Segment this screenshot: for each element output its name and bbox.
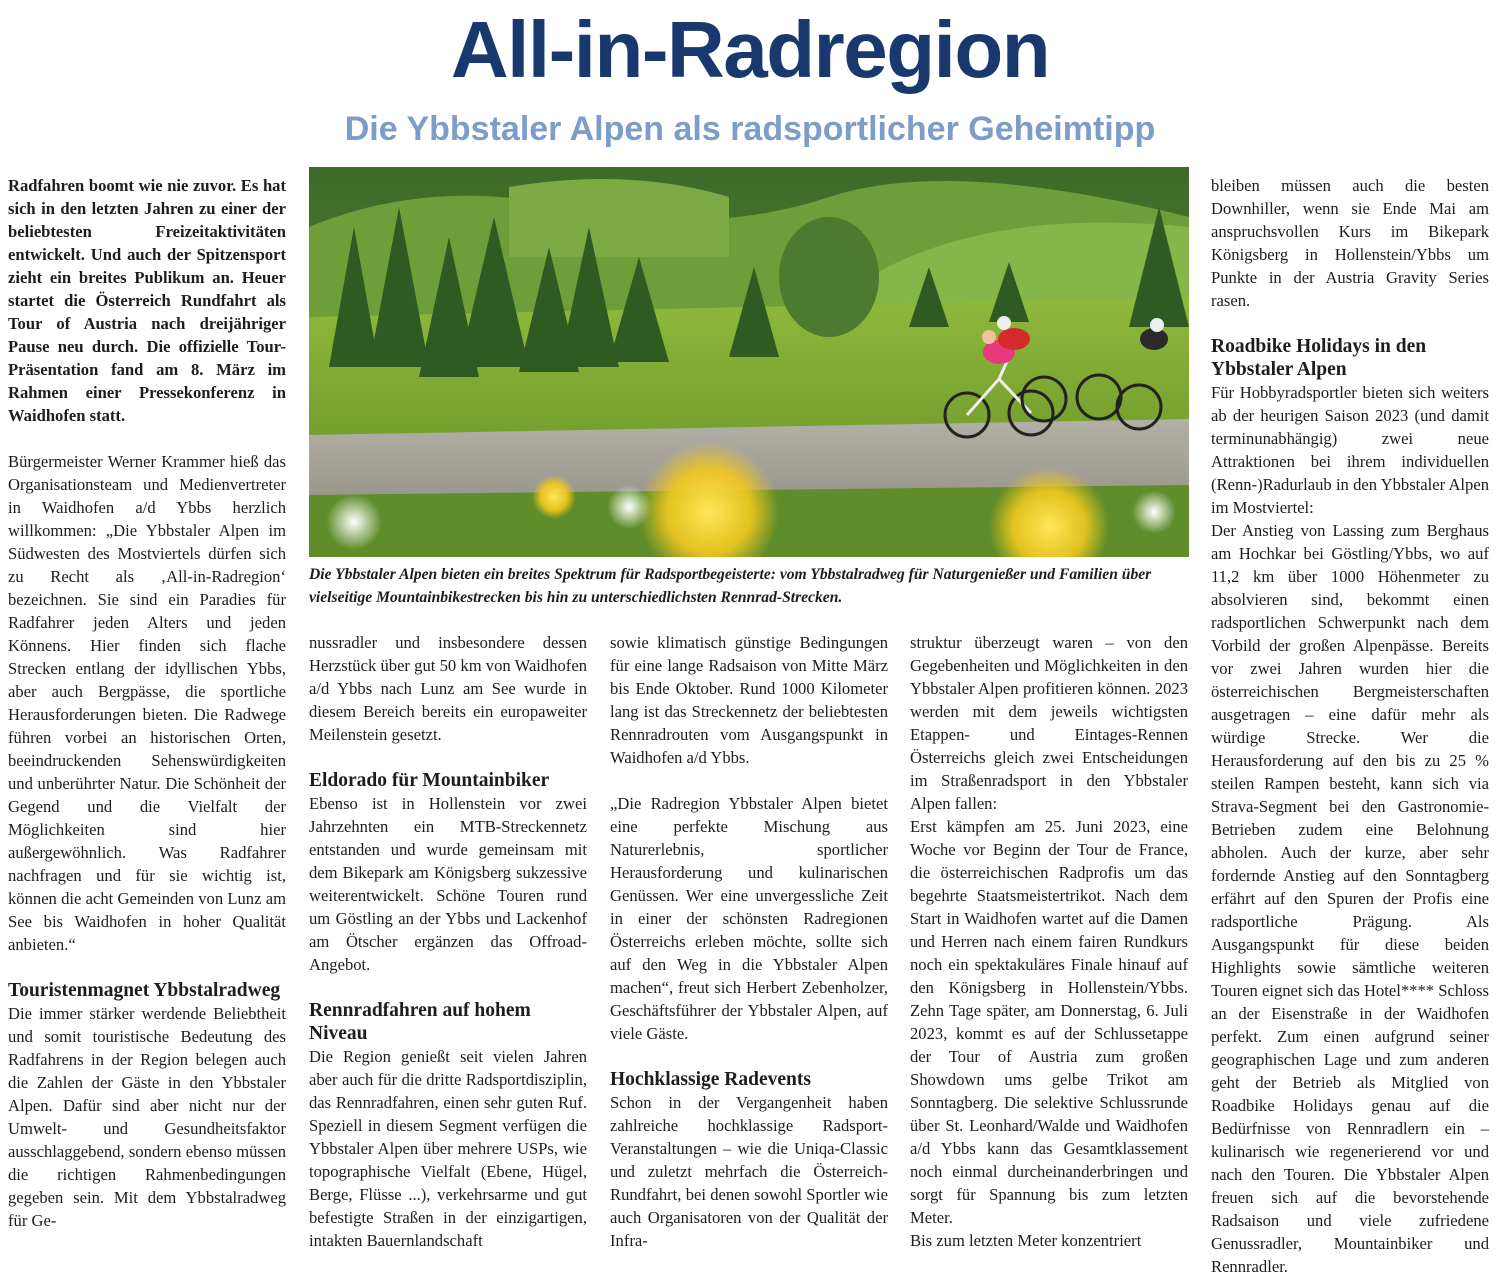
touristen-paragraph-1: Die immer stärker werdende Beliebtheit und somit touristische Bedeutung des Radfahrens in der Region belegen auch die Zahlen der Gäste in den Ybbstaler Alpen. Dafür sind aber nicht nur der Umwelt- und Gesundheitsfaktor ausschlaggebend, sondern ebenso müssen die richtigen Rahmenbedingungen gegeben sein. Mit dem Ybbstalradweg für Ge- (8, 1004, 286, 1230)
heading-rennradfahren: Rennradfahren auf hohem Niveau (309, 1000, 531, 1044)
events-paragraph-4: Bis zum letzten Meter konzentriert (910, 1231, 1142, 1250)
column-4 (910, 631, 1188, 1252)
column-3 (610, 631, 888, 1252)
roadbike-paragraph-2: Der Anstieg von Lassing zum Berghaus am Hochkar bei Göstling/Ybbs, wo auf 11,2 km über 1000 Höhenmeter zu absolvieren sind, bekommt einen radsportlichen Schwerpunkt nach dem Vorbild der großen Alpenpässe. Bereits vor zwei Jahren wurden hier die österreichischen Bergmeisterschaften ausgetragen – eine dafür mehr als würdige Strecke. Wer die Herausforderung auf den bis zu 25 % steilen Rampen besteht, kann sich via Strava-Segment bei den Gastronomie-Betrieben zudem eine Belohnung abholen. Auch der kurze, aber sehr fordernde Anstieg auf den Sonntagberg erfährt auf den Spuren der Profis eine radsportliche Prägung. Als Ausgangspunkt für diese beiden Highlights sowie sämtliche weiteren Touren eignet sich das Hotel**** Schloss an der Eisenstraße in der Waidhofen perfekt. Zum einen aufgrund seiner geographischen Lage und zum anderen geht der Betrieb als Mitglied von Roadbike Holidays genau auf die Bedürfnisse von Rennradlern ein – kulinarisch wie regenerierend vor und nach den Touren. Die Ybbstaler Alpen freuen sich auf die bevorstehende Radsaison und viele zufriedene Genussradler, Mountainbiker und Rennradler. (1211, 521, 1489, 1276)
touristen-paragraph-2: nussradler und insbesondere dessen Herzstück über gut 50 km von Waidhofen a/d Ybbs nach Lunz am See wurde in diesem Bereich bereits ein europaweiter Meilenstein gesetzt. (309, 633, 587, 744)
column-5 (1211, 174, 1489, 1278)
events-paragraph-1: Schon in der Vergangenheit haben zahlreiche hochklassige Radsport-Veranstaltungen – wie die Uniqa-Classic und zuletzt mehrfach die Österreich-Rundfahrt, bei denen sowohl Sportler wie auch Organisatoren von der Qualität der Infra- (610, 1093, 888, 1250)
quote-paragraph: „Die Radregion Ybbstaler Alpen bietet eine perfekte Mischung aus Naturerlebnis, sportlicher Herausforderung und kulinarischen Genüssen. Wer eine unvergessliche Zeit in einer der schönsten Radregionen Österreichs erleben möchte, sollte sich auf den Weg in die Ybbstaler Alpen machen“, freut sich Herbert Zebenholzer, Geschäftsführer der Ybbstaler Alpen, auf viele Gäste. (610, 794, 888, 1043)
eldorado-paragraph: Ebenso ist in Hollenstein vor zwei Jahrzehnten ein MTB-Streckennetz entstanden und wurde gemeinsam mit dem Bikepark am Königsberg sukzessive weiterentwickelt. Schöne Touren rund um Göstling an der Ybbs und Lackenhof am Ötscher ergänzen das Offroad-Angebot. (309, 794, 587, 974)
events-paragraph-3: Erst kämpfen am 25. Juni 2023, eine Woche vor Beginn der Tour de France, die österreichischen Radprofis um das begehrte Staatsmeistertrikot. Nach dem Start in Waidhofen wartet auf die Damen und Herren nach einem fairen Rundkurs noch ein spektakuläres Finale hinauf auf den Königsberg in Hollenstein/Ybbs. Zehn Tage später, am Donnerstag, 6. Juli 2023, kommt es auf der Schlussetappe der Tour of Austria zum großen Showdown ums gelbe Trikot am Sonntagberg. Die selektive Schlussrunde über St. Leonhard/Walde und Waidhofen a/d Ybbs kann das Gesamtklassement noch einmal durcheinanderbringen und sorgt für Spannung bis zum letzten Meter. (910, 817, 1188, 1227)
headline: All-in-Radregion (450, 5, 1050, 94)
events-paragraph-5: bleiben müssen auch die besten Downhiller, wenn sie Ende Mai am anspruchsvollen Kurs im Bikepark Königsberg in Hollenstein/Ybbs um Punkte in der Austria Gravity Series rasen. (1211, 176, 1489, 310)
subheadline: Die Ybbstaler Alpen als radsportlicher Geheimtipp (344, 110, 1156, 148)
rennrad-paragraph-1: Die Region genießt seit vielen Jahren aber auch für die dritte Radsportdisziplin, das Rennradfahren, einen sehr guten Ruf. Speziell in diesem Segment verfügen die Ybbstaler Alpen über mehrere USPs, wie topographische Vielfalt (Ebene, Hügel, Berge, Flüsse ...), verkehrsarme und gut befestigte Straßen in der einzigartigen, intakten Bauernlandschaft (309, 1047, 587, 1250)
photo-caption: Die Ybbstaler Alpen bieten ein breites Spektrum für Radsportbegeisterte: vom Ybbstalradweg für Naturgenießer und Familien über vielseitige Mountainbikestrecken bis hin zu unterschiedlichsten Rennrad-Strecken. (309, 566, 1152, 606)
mayor-paragraph: Bürgermeister Werner Krammer hieß das Organisationsteam und Medienvertreter in Waidhofen a/d Ybbs herzlich willkommen: „Die Ybbstaler Alpen im Südwesten des Mostviertels dürfen sich zu Recht als ‚All-in-Radregion‘ bezeichnen. Sie sind ein Paradies für Radfahrer jeden Alters und jeden Könnens. Hier finden sich flache Strecken entlang der idyllischen Ybbs, aber auch Bergpässe, die sportliche Herausforderungen bieten. Die Radwege führen vorbei an historischen Orten, beeindruckenden Sehenswürdigkeiten und unberührter Natur. Die Schönheit der Gegend und die Vielfalt der Möglichkeiten sind hier außergewöhnlich. Was Radfahrer nachfragen und für sie wichtig ist, können die acht Gemeinden von Lunz am See bis Waidhofen in hoher Qualität anbieten.“ (8, 452, 286, 954)
heading-radevents: Hochklassige Radevents (610, 1069, 811, 1090)
cyclists-photo (309, 167, 1189, 557)
events-paragraph-2: struktur überzeugt waren – von den Gegebenheiten und Möglichkeiten in den Ybbstaler Alpen profitieren können. 2023 werden mit dem jeweils wichtigsten Etappen- und Eintages-Rennen Österreichs gleich zwei Entscheidungen im Straßenradsport in den Ybbstaler Alpen fallen: (910, 633, 1188, 813)
roadbike-paragraph-1: Für Hobbyradsportler bieten sich weiters ab der heurigen Saison 2023 (und damit terminunabhängig) zwei neue Attraktionen bei ihrem individuellen (Renn-)Radurlaub in den Ybbstaler Alpen im Mostviertel: (1211, 383, 1489, 517)
heading-eldorado: Eldorado für Mountainbiker (309, 770, 550, 791)
intro-paragraph: Radfahren boomt wie nie zuvor. Es hat sich in den letzten Jahren zu einer der beliebtesten Freizeitaktivitäten entwickelt. Und auch der Spitzensport zieht ein breites Publikum an. Heuer startet die Österreich Rundfahrt als Tour of Austria nach dreijähriger Pause neu durch. Die offizielle Tour-Präsentation fand am 8. März im Rahmen einer Pressekonferenz in Waidhofen statt. (8, 176, 286, 425)
column-2 (309, 631, 587, 1252)
column-1 (8, 174, 286, 1232)
heading-roadbike-holidays: Roadbike Holidays in den Ybbstaler Alpen (1211, 336, 1427, 380)
rennrad-paragraph-2: sowie klimatisch günstige Bedingungen für eine lange Radsaison von Mitte März bis Ende Oktober. Rund 1000 Kilometer lang ist das Streckennetz der beliebtesten Rennradrouten vom Ausgangspunkt in Waidhofen a/d Ybbs. (610, 633, 888, 767)
heading-touristenmagnet: Touristenmagnet Ybbstalradweg (8, 980, 281, 1001)
